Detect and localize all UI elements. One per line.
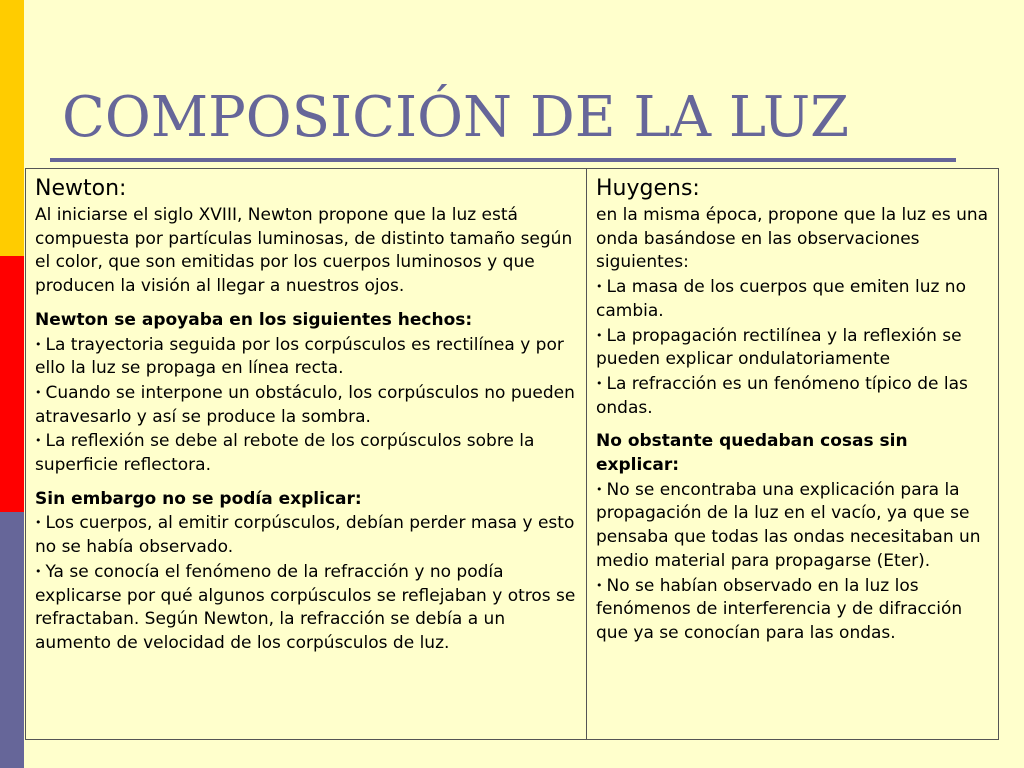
huygens-problem-text: No se habían observado en la luz los fenómenos de interferencia y de difracción que ya se conocían para las ondas. [596,575,963,643]
slide-title: COMPOSICIÓN DE LA LUZ [62,85,850,150]
spacer [596,420,990,430]
huygens-observation-item [596,324,990,372]
huygens-problems-heading: No obstante quedaban cosas sin explicar: [596,431,908,476]
huygens-heading: Huygens: [596,176,700,201]
newton-facts-heading: Newton se apoyaba en los siguientes hechos: [35,309,473,330]
huygens-problem-text: No se encontraba una explicación para la propagación de la luz en el vacío, ya que se pensaba que todas las ondas necesitaban un medio material para propagarse (Eter). [596,479,981,571]
newton-fact-item [35,333,578,381]
huygens-observation-text: La propagación rectilínea y la reflexión se pueden explicar ondulatoriamente [596,325,962,370]
newton-column [26,169,587,739]
newton-problem-text: Los cuerpos, al emitir corpúsculos, debían perder masa y esto no se había observado. [35,513,575,558]
title-underline [50,158,956,162]
bullet-icon: • [35,516,42,530]
newton-problem-text: Ya se conocía el fenómeno de la refracción y no podía explicarse por qué algunos corpúsculos se reflejaban y otros se refractaban. Según Newton, la refracción se debía a un aumento de velocidad de los corpúsculos de luz. [35,561,576,653]
newton-fact-item [35,429,578,477]
huygens-problem-item [596,478,990,574]
bullet-icon: • [596,376,603,390]
huygens-column [587,169,998,739]
bullet-icon: • [596,578,603,592]
side-bar-blue [0,512,24,768]
newton-fact-text: La trayectoria seguida por los corpúsculos es rectilínea y por ello la luz se propaga en línea recta. [35,334,564,379]
side-bar-yellow [0,0,24,256]
newton-fact-item [35,381,578,429]
bullet-icon: • [596,328,603,342]
bullet-icon: • [596,482,603,496]
huygens-observation-item [596,275,990,323]
newton-fact-text: Cuando se interpone un obstáculo, los corpúsculos no pueden atravesarlo y así se produce la sombra. [35,382,575,427]
newton-problems-heading: Sin embargo no se podía explicar: [35,488,362,509]
huygens-observation-text: La masa de los cuerpos que emiten luz no cambia. [596,277,966,321]
bullet-icon: • [35,385,42,399]
spacer [35,478,578,488]
comparison-table [25,168,999,740]
newton-intro: Al iniciarse el siglo XVIII, Newton propone que la luz está compuesta por partículas luminosas, de distinto tamaño según el color, que son emitidas por los cuerpos luminosos y que producen la visión al llegar a nuestros ojos. [35,205,573,297]
newton-problem-item [35,511,578,559]
spacer [35,299,578,309]
bullet-icon: • [35,337,42,351]
bullet-icon: • [35,564,42,578]
bullet-icon: • [596,280,603,294]
huygens-problem-item [596,574,990,646]
huygens-observation-text: La refracción es un fenómeno típico de las ondas. [596,373,968,418]
newton-problem-item [35,560,578,656]
side-bar-red [0,256,24,512]
bullet-icon: • [35,434,42,448]
huygens-intro: en la misma época, propone que la luz es una onda basándose en las observaciones siguientes: [596,205,989,273]
newton-heading: Newton: [35,176,127,201]
huygens-observation-item [596,372,990,420]
newton-fact-text: La reflexión se debe al rebote de los corpúsculos sobre la superficie reflectora. [35,431,535,476]
